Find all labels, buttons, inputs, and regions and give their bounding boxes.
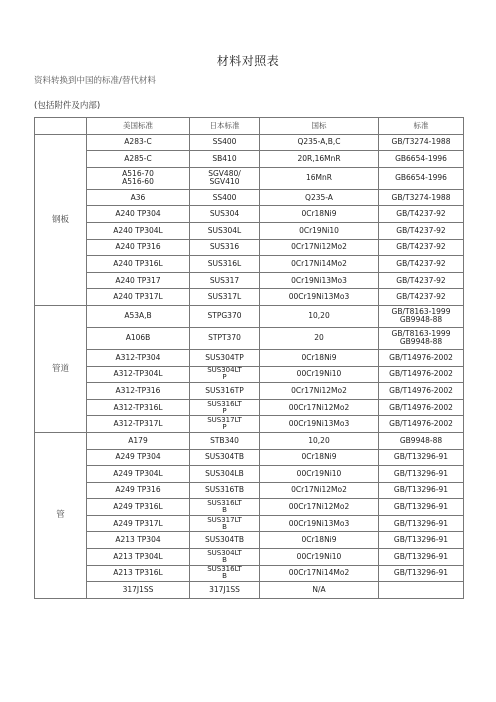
jp-standard-cell <box>190 366 260 383</box>
national-standard-cell: 00Cr19Ni13Mo3 <box>260 289 379 306</box>
national-standard-cell: 00Cr17Ni12Mo2 <box>260 399 379 416</box>
jp-standard-text: SUS317LT P <box>207 417 242 432</box>
jp-standard-cell: SUS304 <box>190 206 260 223</box>
standard-code-cell: GB/T14976-2002 <box>379 399 464 416</box>
jp-standard-text: SUS317LT B <box>207 516 242 531</box>
standard-code-cell: GB/T14976-2002 <box>379 416 464 433</box>
table-row <box>35 189 464 206</box>
jp-standard-cell: SUS317L <box>190 289 260 306</box>
national-standard-cell: 00Cr19Ni13Mo3 <box>260 515 379 532</box>
jp-standard-cell: SS400 <box>190 134 260 151</box>
us-standard-cell: A312-TP316 <box>87 383 190 400</box>
table-row <box>35 305 464 327</box>
jp-standard-text: SUS304LT B <box>207 549 242 564</box>
standard-code-cell: GB/T13296-91 <box>379 549 464 566</box>
jp-standard-cell: SUS304LB <box>190 466 260 483</box>
national-standard-cell: 20 <box>260 327 379 349</box>
us-standard-cell: A249 TP316L <box>87 499 190 516</box>
table-row <box>35 432 464 449</box>
standard-code-cell: GB6654-1996 <box>379 167 464 189</box>
table-row <box>35 134 464 151</box>
jp-standard-cell: STB340 <box>190 432 260 449</box>
jp-standard-cell: SGV480/ SGV410 <box>190 167 260 189</box>
table-row <box>35 206 464 223</box>
jp-standard-cell: SUS304TB <box>190 532 260 549</box>
table-body <box>35 118 464 599</box>
material-table <box>34 117 464 599</box>
us-standard-cell: 317J1SS <box>87 582 190 599</box>
national-standard-cell: Q235-A,B,C <box>260 134 379 151</box>
table-row <box>35 239 464 256</box>
scope-note: (包括附件及内部) <box>34 101 101 111</box>
category-cell: 管 <box>35 432 87 598</box>
national-standard-cell: 0Cr18Ni9 <box>260 532 379 549</box>
national-standard-cell: 00Cr19Ni10 <box>260 466 379 483</box>
national-standard-cell: 10,20 <box>260 305 379 327</box>
table-row <box>35 565 464 582</box>
header-jp-standard: 日本标准 <box>190 118 260 135</box>
national-standard-cell: 00Cr17Ni14Mo2 <box>260 565 379 582</box>
standard-code-cell: GB/T13296-91 <box>379 499 464 516</box>
us-standard-cell: A249 TP304L <box>87 466 190 483</box>
us-standard-cell: A240 TP304L <box>87 222 190 239</box>
us-standard-cell: A312-TP317L <box>87 416 190 433</box>
us-standard-cell: A283-C <box>87 134 190 151</box>
national-standard-cell: 0Cr18Ni9 <box>260 449 379 466</box>
table-row <box>35 366 464 383</box>
standard-code-cell: GB6654-1996 <box>379 151 464 168</box>
table-row <box>35 327 464 349</box>
jp-standard-cell <box>190 399 260 416</box>
jp-standard-text: SUS316LT B <box>207 500 242 515</box>
table-row <box>35 289 464 306</box>
national-standard-cell: 0Cr18Ni9 <box>260 349 379 366</box>
jp-standard-cell <box>190 499 260 516</box>
national-standard-cell: 00Cr19Ni13Mo3 <box>260 416 379 433</box>
standard-code-cell: GB/T14976-2002 <box>379 383 464 400</box>
standard-code-cell: GB/T13296-91 <box>379 515 464 532</box>
standard-code-cell: GB/T8163-1999 GB9948-88 <box>379 327 464 349</box>
national-standard-cell: N/A <box>260 582 379 599</box>
jp-standard-cell: SUS316TB <box>190 482 260 499</box>
category-cell: 管道 <box>35 305 87 432</box>
jp-standard-cell: SUS304TP <box>190 349 260 366</box>
jp-standard-cell: SB410 <box>190 151 260 168</box>
header-standard: 标准 <box>379 118 464 135</box>
header-national-standard: 国标 <box>260 118 379 135</box>
standard-code-cell: GB/T13296-91 <box>379 466 464 483</box>
header-us-standard: 美国标准 <box>87 118 190 135</box>
us-standard-cell: A240 TP304 <box>87 206 190 223</box>
national-standard-cell: 0Cr19Ni10 <box>260 222 379 239</box>
national-standard-cell: 0Cr18Ni9 <box>260 206 379 223</box>
us-standard-cell: A106B <box>87 327 190 349</box>
us-standard-cell: A240 TP316L <box>87 256 190 273</box>
standard-code-cell: GB/T4237-92 <box>379 289 464 306</box>
national-standard-cell: 0Cr17Ni14Mo2 <box>260 256 379 273</box>
us-standard-cell: A213 TP304 <box>87 532 190 549</box>
us-standard-cell: A249 TP316 <box>87 482 190 499</box>
us-standard-cell: A240 TP316 <box>87 239 190 256</box>
table-row <box>35 482 464 499</box>
standard-code-cell: GB/T8163-1999 GB9948-88 <box>379 305 464 327</box>
jp-standard-cell: STPG370 <box>190 305 260 327</box>
us-standard-cell: A312-TP304L <box>87 366 190 383</box>
header-row <box>35 118 464 135</box>
us-standard-cell: A179 <box>87 432 190 449</box>
table-row <box>35 399 464 416</box>
standard-code-cell: GB/T14976-2002 <box>379 349 464 366</box>
us-standard-cell: A249 TP317L <box>87 515 190 532</box>
table-row <box>35 515 464 532</box>
jp-standard-cell: SUS304L <box>190 222 260 239</box>
standard-code-cell: GB/T4237-92 <box>379 222 464 239</box>
table-row <box>35 151 464 168</box>
national-standard-cell: 00Cr19Ni10 <box>260 549 379 566</box>
national-standard-cell: 0Cr17Ni12Mo2 <box>260 482 379 499</box>
national-standard-cell: 0Cr17Ni12Mo2 <box>260 383 379 400</box>
standard-code-cell: GB/T4237-92 <box>379 239 464 256</box>
national-standard-cell: Q235-A <box>260 189 379 206</box>
standard-code-cell: GB/T3274-1988 <box>379 189 464 206</box>
jp-standard-cell: SUS316TP <box>190 383 260 400</box>
standard-code-cell: GB9948-88 <box>379 432 464 449</box>
jp-standard-cell <box>190 549 260 566</box>
us-standard-cell: A36 <box>87 189 190 206</box>
jp-standard-cell <box>190 565 260 582</box>
us-standard-cell: A53A,B <box>87 305 190 327</box>
us-standard-cell: A213 TP316L <box>87 565 190 582</box>
national-standard-cell: 00Cr19Ni10 <box>260 366 379 383</box>
standard-code-cell: GB/T3274-1988 <box>379 134 464 151</box>
standard-code-cell: GB/T4237-92 <box>379 256 464 273</box>
us-standard-cell: A312-TP316L <box>87 399 190 416</box>
subtitle: 资料转换到中国的标准/替代材料 <box>34 76 156 86</box>
jp-standard-cell <box>190 416 260 433</box>
us-standard-cell: A213 TP304L <box>87 549 190 566</box>
standard-code-cell: GB/T13296-91 <box>379 532 464 549</box>
jp-standard-cell: 317J1SS <box>190 582 260 599</box>
table-row <box>35 222 464 239</box>
table-row <box>35 582 464 599</box>
table-row <box>35 349 464 366</box>
table-row <box>35 549 464 566</box>
standard-code-cell: GB/T14976-2002 <box>379 366 464 383</box>
standard-code-cell <box>379 582 464 599</box>
jp-standard-text: SUS316LT B <box>207 566 242 581</box>
jp-standard-text: SUS304LT P <box>207 367 242 382</box>
jp-standard-cell: STPT370 <box>190 327 260 349</box>
us-standard-cell: A240 TP317 <box>87 272 190 289</box>
table-row <box>35 449 464 466</box>
jp-standard-cell: SUS316 <box>190 239 260 256</box>
table-row <box>35 272 464 289</box>
us-standard-cell: A249 TP304 <box>87 449 190 466</box>
table-row <box>35 532 464 549</box>
table-row <box>35 466 464 483</box>
table-row <box>35 416 464 433</box>
table-row <box>35 167 464 189</box>
national-standard-cell: 16MnR <box>260 167 379 189</box>
jp-standard-cell: SS400 <box>190 189 260 206</box>
national-standard-cell: 0Cr19Ni13Mo3 <box>260 272 379 289</box>
standard-code-cell: GB/T13296-91 <box>379 565 464 582</box>
page-title: 材料对照表 <box>216 54 280 68</box>
standard-code-cell: GB/T4237-92 <box>379 206 464 223</box>
table-row <box>35 383 464 400</box>
us-standard-cell: A285-C <box>87 151 190 168</box>
jp-standard-cell: SUS304TB <box>190 449 260 466</box>
national-standard-cell: 00Cr17Ni12Mo2 <box>260 499 379 516</box>
standard-code-cell: GB/T13296-91 <box>379 449 464 466</box>
national-standard-cell: 0Cr17Ni12Mo2 <box>260 239 379 256</box>
national-standard-cell: 20R,16MnR <box>260 151 379 168</box>
us-standard-cell: A516-70 A516-60 <box>87 167 190 189</box>
table-row <box>35 256 464 273</box>
jp-standard-cell: SUS317 <box>190 272 260 289</box>
jp-standard-cell: SUS316L <box>190 256 260 273</box>
jp-standard-text: SUS316LT P <box>207 400 242 415</box>
us-standard-cell: A312-TP304 <box>87 349 190 366</box>
table-row <box>35 499 464 516</box>
national-standard-cell: 10,20 <box>260 432 379 449</box>
category-cell: 钢板 <box>35 134 87 305</box>
standard-code-cell: GB/T13296-91 <box>379 482 464 499</box>
standard-code-cell: GB/T4237-92 <box>379 272 464 289</box>
jp-standard-cell <box>190 515 260 532</box>
us-standard-cell: A240 TP317L <box>87 289 190 306</box>
header-blank-cell <box>35 118 87 135</box>
